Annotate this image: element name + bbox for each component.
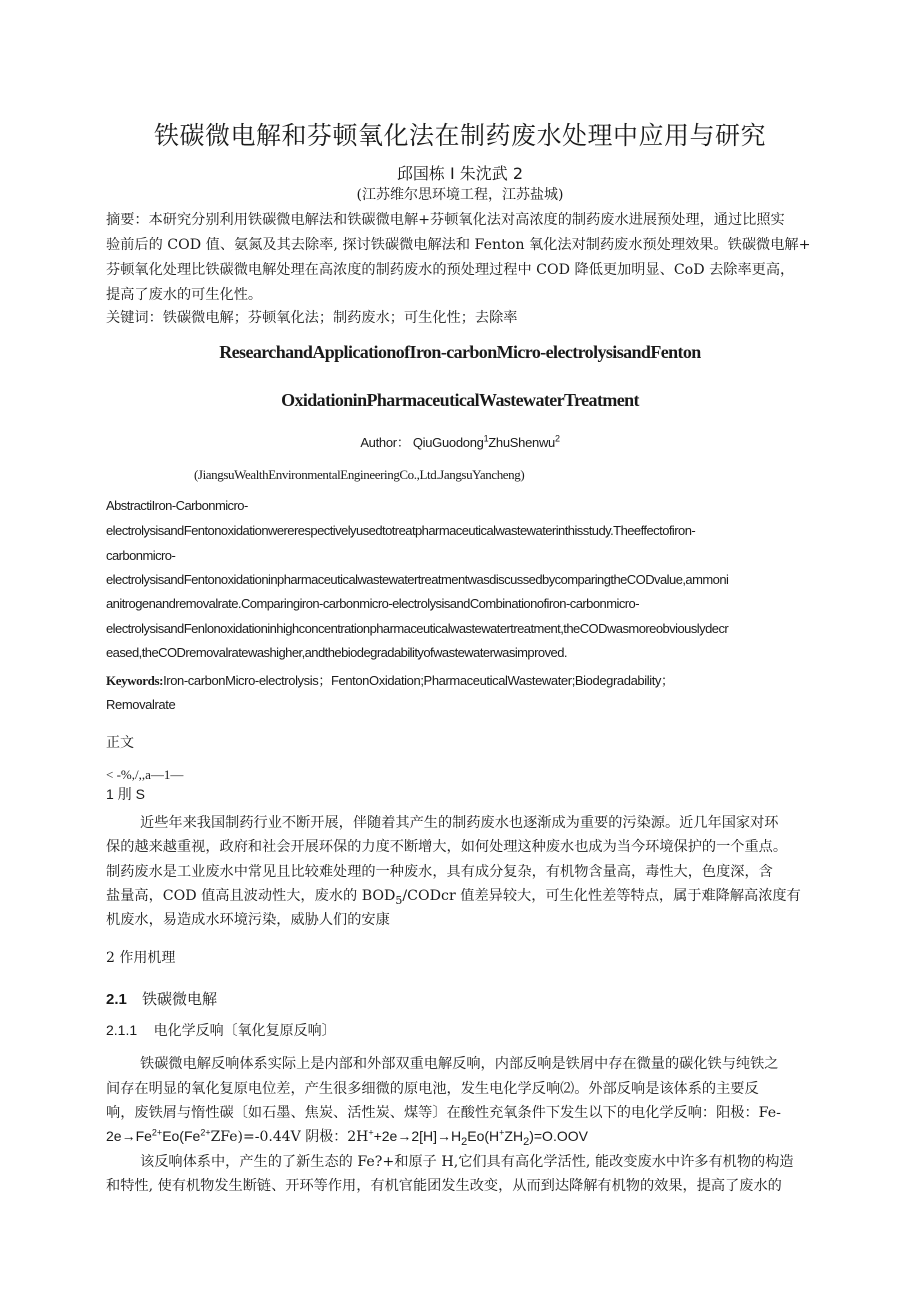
author-label: Author：: [360, 435, 410, 450]
paragraph-line: 近些年来我国制药行业不断开展，伴随着其产生的制药废水也逐渐成为重要的污染源。近几年国家对环: [140, 815, 779, 831]
author-line: 邱国栋 I 朱沈武 2: [396, 164, 524, 183]
english-author-line: [0, 432, 920, 451]
keywords-en-cont: Removalrate: [106, 697, 176, 712]
paragraph-line: 该反响体系中，产生的了新生态的 Fe?+和原子 H,它们具有高化学活性, 能改变废水中许多有机物的构造: [140, 1154, 794, 1170]
equation-fragment: ZH: [504, 1128, 524, 1144]
author-name-2: ZhuShenwu: [488, 435, 555, 450]
section-2-1-title: 铁碳微电解: [141, 990, 217, 1008]
keywords-en-label: Keywords:: [106, 673, 164, 688]
equation-sup: +: [499, 1127, 505, 1138]
abstract-zh-line: 摘要：本研究分别利用铁碳微电解法和铁碳微电解+芬顿氧化法对高浓度的制药废水进展预处理，通过比照实: [106, 212, 785, 228]
paragraph-fragment: 盐量高，COD 值高且波动性大，废水的 BOD: [106, 888, 396, 904]
equation-sub: 2: [461, 1135, 468, 1148]
equation-sup: +: [368, 1127, 374, 1138]
section-1-heading: 1 刖 S: [106, 786, 145, 802]
abstract-zh-line: 提高了废水的可生化性。: [106, 287, 263, 303]
affiliation: (江苏维尔思环境工程，江苏盐城): [356, 187, 564, 203]
paragraph-line: 制药废水是工业废水中常见且比较难处理的一种废水，具有成分复杂，有机物含量高，毒性大，色度深，含: [106, 864, 773, 880]
equation-fragment: +2e→2[H]→H: [373, 1128, 462, 1144]
paragraph-line: 机废水，易造成水环境污染，威胁人们的安康: [106, 912, 390, 928]
section-2-1-1-heading: [106, 1020, 336, 1040]
author-sup-2: 2: [554, 433, 560, 444]
section-2-1-1-number: 2.1.1: [106, 1022, 138, 1038]
abstract-en-line: AbstractiIron-Carbonmicro-: [106, 498, 248, 513]
english-title-line2: OxidationinPharmaceuticalWastewaterTreatment: [281, 390, 639, 410]
garbled-text: < -%,/,,a—1—: [106, 767, 184, 782]
abstract-en-line: electrolysisandFentonoxidationwererespectivelyusedtotreatpharmaceuticalwastewaterinthisstudy.Theeffectofiron-: [106, 523, 696, 538]
equation-fragment: ZFe)=-0.44V 阴极：2H: [210, 1129, 369, 1145]
author-sup-1: 1: [483, 433, 489, 444]
equation-fragment: 2e→Fe: [106, 1128, 152, 1144]
section-label-zhengwen: 正文: [106, 735, 134, 751]
equation-fragment: )=O.OOV: [529, 1128, 588, 1144]
paragraph-line: 铁碳微电解反响体系实际上是内部和外部双重电解反响，内部反响是铁屑中存在微量的碳化铁与纯铁之: [140, 1056, 779, 1072]
abstract-en-line: anitrogenandremovalrate.Comparingiron-carbonmicro-electrolysisandCombinationofiron-carbonmicro-: [106, 596, 640, 611]
abstract-en-line: electrolysisandFentonoxidationinpharmaceuticalwastewatertreatmentwasdiscussedbycomparingtheCODvalue,ammoni: [106, 572, 729, 587]
section-2-heading: 2 作用机理: [106, 950, 176, 966]
paragraph-line: [106, 885, 801, 905]
paragraph-line: 响，废铁屑与惰性碳〔如石墨、焦炭、活性炭、煤等〕在酸性充氧条件下发生以下的电化学反响：阳极：Fe-: [106, 1105, 781, 1121]
equation-sub: 2: [523, 1135, 530, 1148]
paragraph-line: 和特性, 使有机物发生断链、开环等作用，有机官能团发生改变，从而到达降解有机物的效果，提高了废水的: [106, 1178, 782, 1194]
paper-title: 铁碳微电解和芬顿氧化法在制药废水处理中应用与研究: [153, 121, 766, 150]
abstract-zh-line: 验前后的 COD 值、氨氮及其去除率, 探讨铁碳微电解法和 Fenton 氧化法对制药废水预处理效果。铁碳微电解+: [106, 237, 811, 253]
english-title-line1: ResearchandApplicationofIron-carbonMicro-electrolysisandFenton: [219, 342, 701, 362]
equation-line: [106, 1126, 588, 1146]
equation-sup: 2+: [151, 1127, 163, 1138]
keywords-en: [106, 670, 674, 689]
section-2-1-number: 2.1: [106, 991, 127, 1008]
paragraph-fragment: /CODcr 值差异较大，可生化性差等特点，属于难降解高浓度有: [402, 888, 801, 904]
section-2-1-1-title: 电化学反响〔氧化复原反响〕: [153, 1023, 336, 1039]
paragraph-line: 保的越来越重视，政府和社会开展环保的力度不断增大，如何处理这种废水也成为当今环境保护的一个重点。: [106, 839, 788, 855]
subscript: 5: [395, 893, 403, 907]
abstract-en-line: carbonmicro-: [106, 548, 176, 563]
equation-fragment: Eo(Fe: [162, 1128, 201, 1144]
abstract-en-line: electrolysisandFenlonoxidationinhighconcentrationpharmaceuticalwastewatertreatment,theCODwasmoreobviouslydecr: [106, 621, 729, 636]
keywords-zh: 关键词：铁碳微电解；芬顿氧化法；制药废水；可生化性；去除率: [106, 310, 518, 326]
author-name-1: QiuGuodong: [412, 435, 484, 450]
keywords-en-text: Iron-carbonMicro-electrolysis；FentonOxidation;PharmaceuticalWastewater;Biodegradability；: [163, 673, 674, 688]
abstract-en-line: eased,theCODremovalratewashigher,andthebiodegradabilityofwastewaterwasimproved.: [106, 645, 567, 660]
paragraph-line: 间存在明显的氧化复原电位差，产生很多细微的原电池，发生电化学反响⑵。外部反响是该体系的主要反: [106, 1081, 759, 1097]
equation-fragment: Eo(H: [467, 1128, 500, 1144]
section-2-1-heading: [106, 988, 217, 1009]
english-affiliation: (JiangsuWealthEnvironmentalEngineeringCo.,Ltd.JangsuYancheng): [194, 467, 525, 482]
abstract-zh-line: 芬顿氧化处理比铁碳微电解处理在高浓度的制药废水的预处理过程中 COD 降低更加明显、CoD 去除率更高，: [106, 262, 795, 278]
equation-sup: 2+: [200, 1127, 211, 1138]
